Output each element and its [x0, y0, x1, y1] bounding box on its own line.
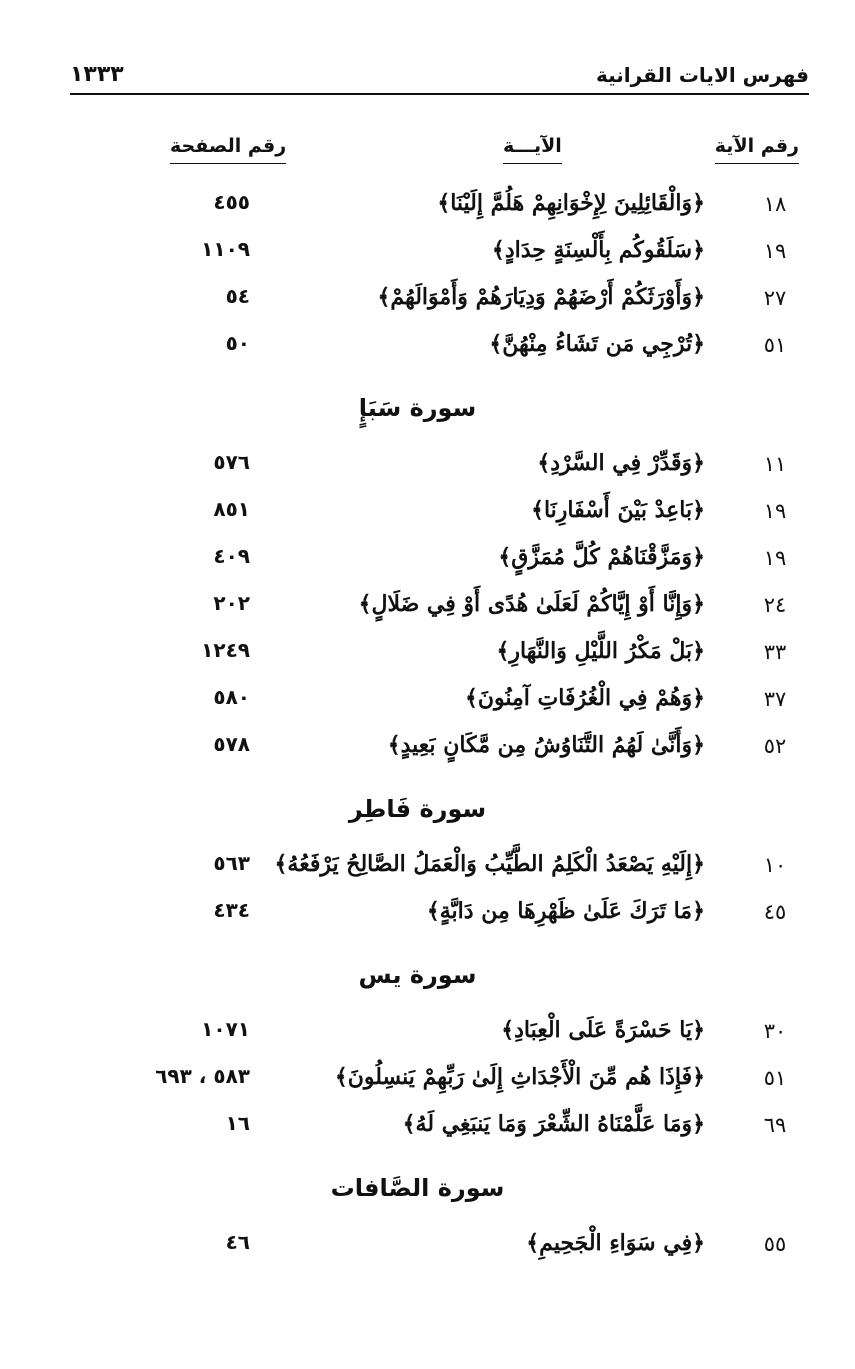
- ayah-text: ﴿مَا تَرَكَ عَلَىٰ ظَهْرِهَا مِن دَابَّةٍ﴾: [426, 898, 705, 924]
- surah-title: [0, 1152, 855, 1224]
- ayah-number: ٢٤: [763, 593, 787, 617]
- surah-title: [0, 372, 855, 444]
- page-reference: ٥٠: [225, 331, 250, 355]
- page-reference: ٥٧٦: [213, 450, 250, 474]
- ayah-number: ١٨: [763, 192, 787, 216]
- page-reference: ٢٠٢: [213, 591, 250, 615]
- ayah-text: ﴿سَلَقُوكُم بِأَلْسِنَةٍ حِدَادٍ﴾: [491, 237, 705, 263]
- ayah-text: ﴿تُرْجِي مَن تَشَاءُ مِنْهُنَّ﴾: [489, 331, 705, 357]
- column-headers: [0, 135, 855, 175]
- index-row: [0, 184, 855, 231]
- page-reference: ٤٥٥: [213, 190, 250, 214]
- ayah-number: ١٩: [763, 239, 787, 263]
- page-reference: ١٢٤٩: [201, 638, 250, 662]
- page-reference: ٤٣٤: [213, 898, 250, 922]
- ayah-number: ٣٧: [763, 687, 787, 711]
- ayah-number: ١٩: [763, 499, 787, 523]
- ayah-number: ٣٣: [763, 640, 787, 664]
- index-row: [0, 1105, 855, 1152]
- page-header: [70, 62, 809, 95]
- ayah-text: ﴿بَلْ مَكْرُ اللَّيْلِ وَالنَّهَارِ﴾: [496, 638, 705, 664]
- ayah-text: ﴿وَأَنَّىٰ لَهُمُ التَّنَاوُشُ مِن مَّكَانٍ بَعِيدٍ﴾: [387, 732, 705, 758]
- page-reference: ٥٨٠: [213, 685, 250, 709]
- index-row: [0, 726, 855, 773]
- page-reference: ١١٠٩: [201, 237, 250, 261]
- page-reference: ١٦: [225, 1111, 250, 1135]
- index-content: [0, 184, 855, 1271]
- page-reference: ٥٨٣ ، ٦٩٣: [155, 1064, 250, 1088]
- ayah-number: ١١: [763, 452, 787, 476]
- ayah-number: ٥١: [763, 333, 787, 357]
- surah-title-text: سورة فَاطِر: [348, 795, 487, 823]
- page-reference: ٥٤: [225, 284, 250, 308]
- ayah-text: ﴿وَالْقَائِلِينَ لِإِخْوَانِهِمْ هَلُمَّ إِلَيْنَا﴾: [437, 190, 705, 216]
- ayah-number: ٦٩: [763, 1113, 787, 1137]
- page-reference: ٤٠٩: [213, 544, 250, 568]
- column-header-page-number: رقم الصفحة: [170, 135, 286, 164]
- surah-title: [0, 773, 855, 845]
- surah-title-text: سورة يس: [358, 961, 477, 989]
- ayah-text: ﴿فِي سَوَاءِ الْجَحِيمِ﴾: [526, 1230, 705, 1256]
- ayah-number: ٥٢: [763, 734, 787, 758]
- ayah-text: ﴿إِلَيْهِ يَصْعَدُ الْكَلِمُ الطَّيِّبُ وَالْعَمَلُ الصَّالِحُ يَرْفَعُهُ﴾: [274, 851, 705, 877]
- page-reference: ٥٦٣: [213, 851, 250, 875]
- column-header-ayah: الآيـــة: [503, 135, 562, 164]
- index-row: [0, 1058, 855, 1105]
- ayah-number: ٢٧: [763, 286, 787, 310]
- index-row: [0, 679, 855, 726]
- surah-title-text: سورة سَبَإٍ: [358, 394, 477, 422]
- page-reference: ٥٧٨: [213, 732, 250, 756]
- index-row: [0, 444, 855, 491]
- ayah-text: ﴿وَأَوْرَثَكُمْ أَرْضَهُمْ وَدِيَارَهُمْ وَأَمْوَالَهُمْ﴾: [377, 284, 705, 310]
- index-row: [0, 892, 855, 939]
- page-reference: ٨٥١: [213, 497, 250, 521]
- ayah-number: ٣٠: [763, 1019, 787, 1043]
- index-row: [0, 325, 855, 372]
- ayah-text: ﴿يَا حَسْرَةً عَلَى الْعِبَادِ﴾: [501, 1017, 705, 1043]
- ayah-text: ﴿وَمَا عَلَّمْنَاهُ الشِّعْرَ وَمَا يَنبَغِي لَهُ﴾: [402, 1111, 705, 1137]
- page-number: ١٣٣٣: [70, 62, 124, 87]
- index-row: [0, 632, 855, 679]
- ayah-text: ﴿وَإِنَّا أَوْ إِيَّاكُمْ لَعَلَىٰ هُدًى أَوْ فِي ضَلَالٍ﴾: [358, 591, 705, 617]
- ayah-number: ١٩: [763, 546, 787, 570]
- surah-title: [0, 939, 855, 1011]
- surah-title-text: سورة الصَّافات: [330, 1174, 505, 1202]
- index-row: [0, 231, 855, 278]
- index-row: [0, 1224, 855, 1271]
- ayah-text: ﴿بَاعِدْ بَيْنَ أَسْفَارِنَا﴾: [531, 497, 705, 523]
- ayah-text: ﴿وَمَزَّقْنَاهُمْ كُلَّ مُمَزَّقٍ﴾: [498, 544, 705, 570]
- index-row: [0, 585, 855, 632]
- index-row: [0, 491, 855, 538]
- ayah-number: ١٠: [763, 853, 787, 877]
- ayah-number: ٤٥: [763, 900, 787, 924]
- ayah-text: ﴿وَهُمْ فِي الْغُرُفَاتِ آمِنُونَ﴾: [464, 685, 705, 711]
- page-reference: ٤٦: [225, 1230, 250, 1254]
- index-row: [0, 538, 855, 585]
- index-row: [0, 845, 855, 892]
- index-row: [0, 278, 855, 325]
- ayah-text: ﴿وَقَدِّرْ فِي السَّرْدِ﴾: [537, 450, 705, 476]
- running-title: فهرس الايات القرانية: [596, 63, 809, 87]
- ayah-text: ﴿فَإِذَا هُم مِّنَ الْأَجْدَاثِ إِلَىٰ رَبِّهِمْ يَنسِلُونَ﴾: [334, 1064, 705, 1090]
- ayah-number: ٥١: [763, 1066, 787, 1090]
- index-row: [0, 1011, 855, 1058]
- column-header-ayah-number: رقم الآية: [715, 135, 799, 164]
- page-reference: ١٠٧١: [201, 1017, 250, 1041]
- ayah-number: ٥٥: [763, 1232, 787, 1256]
